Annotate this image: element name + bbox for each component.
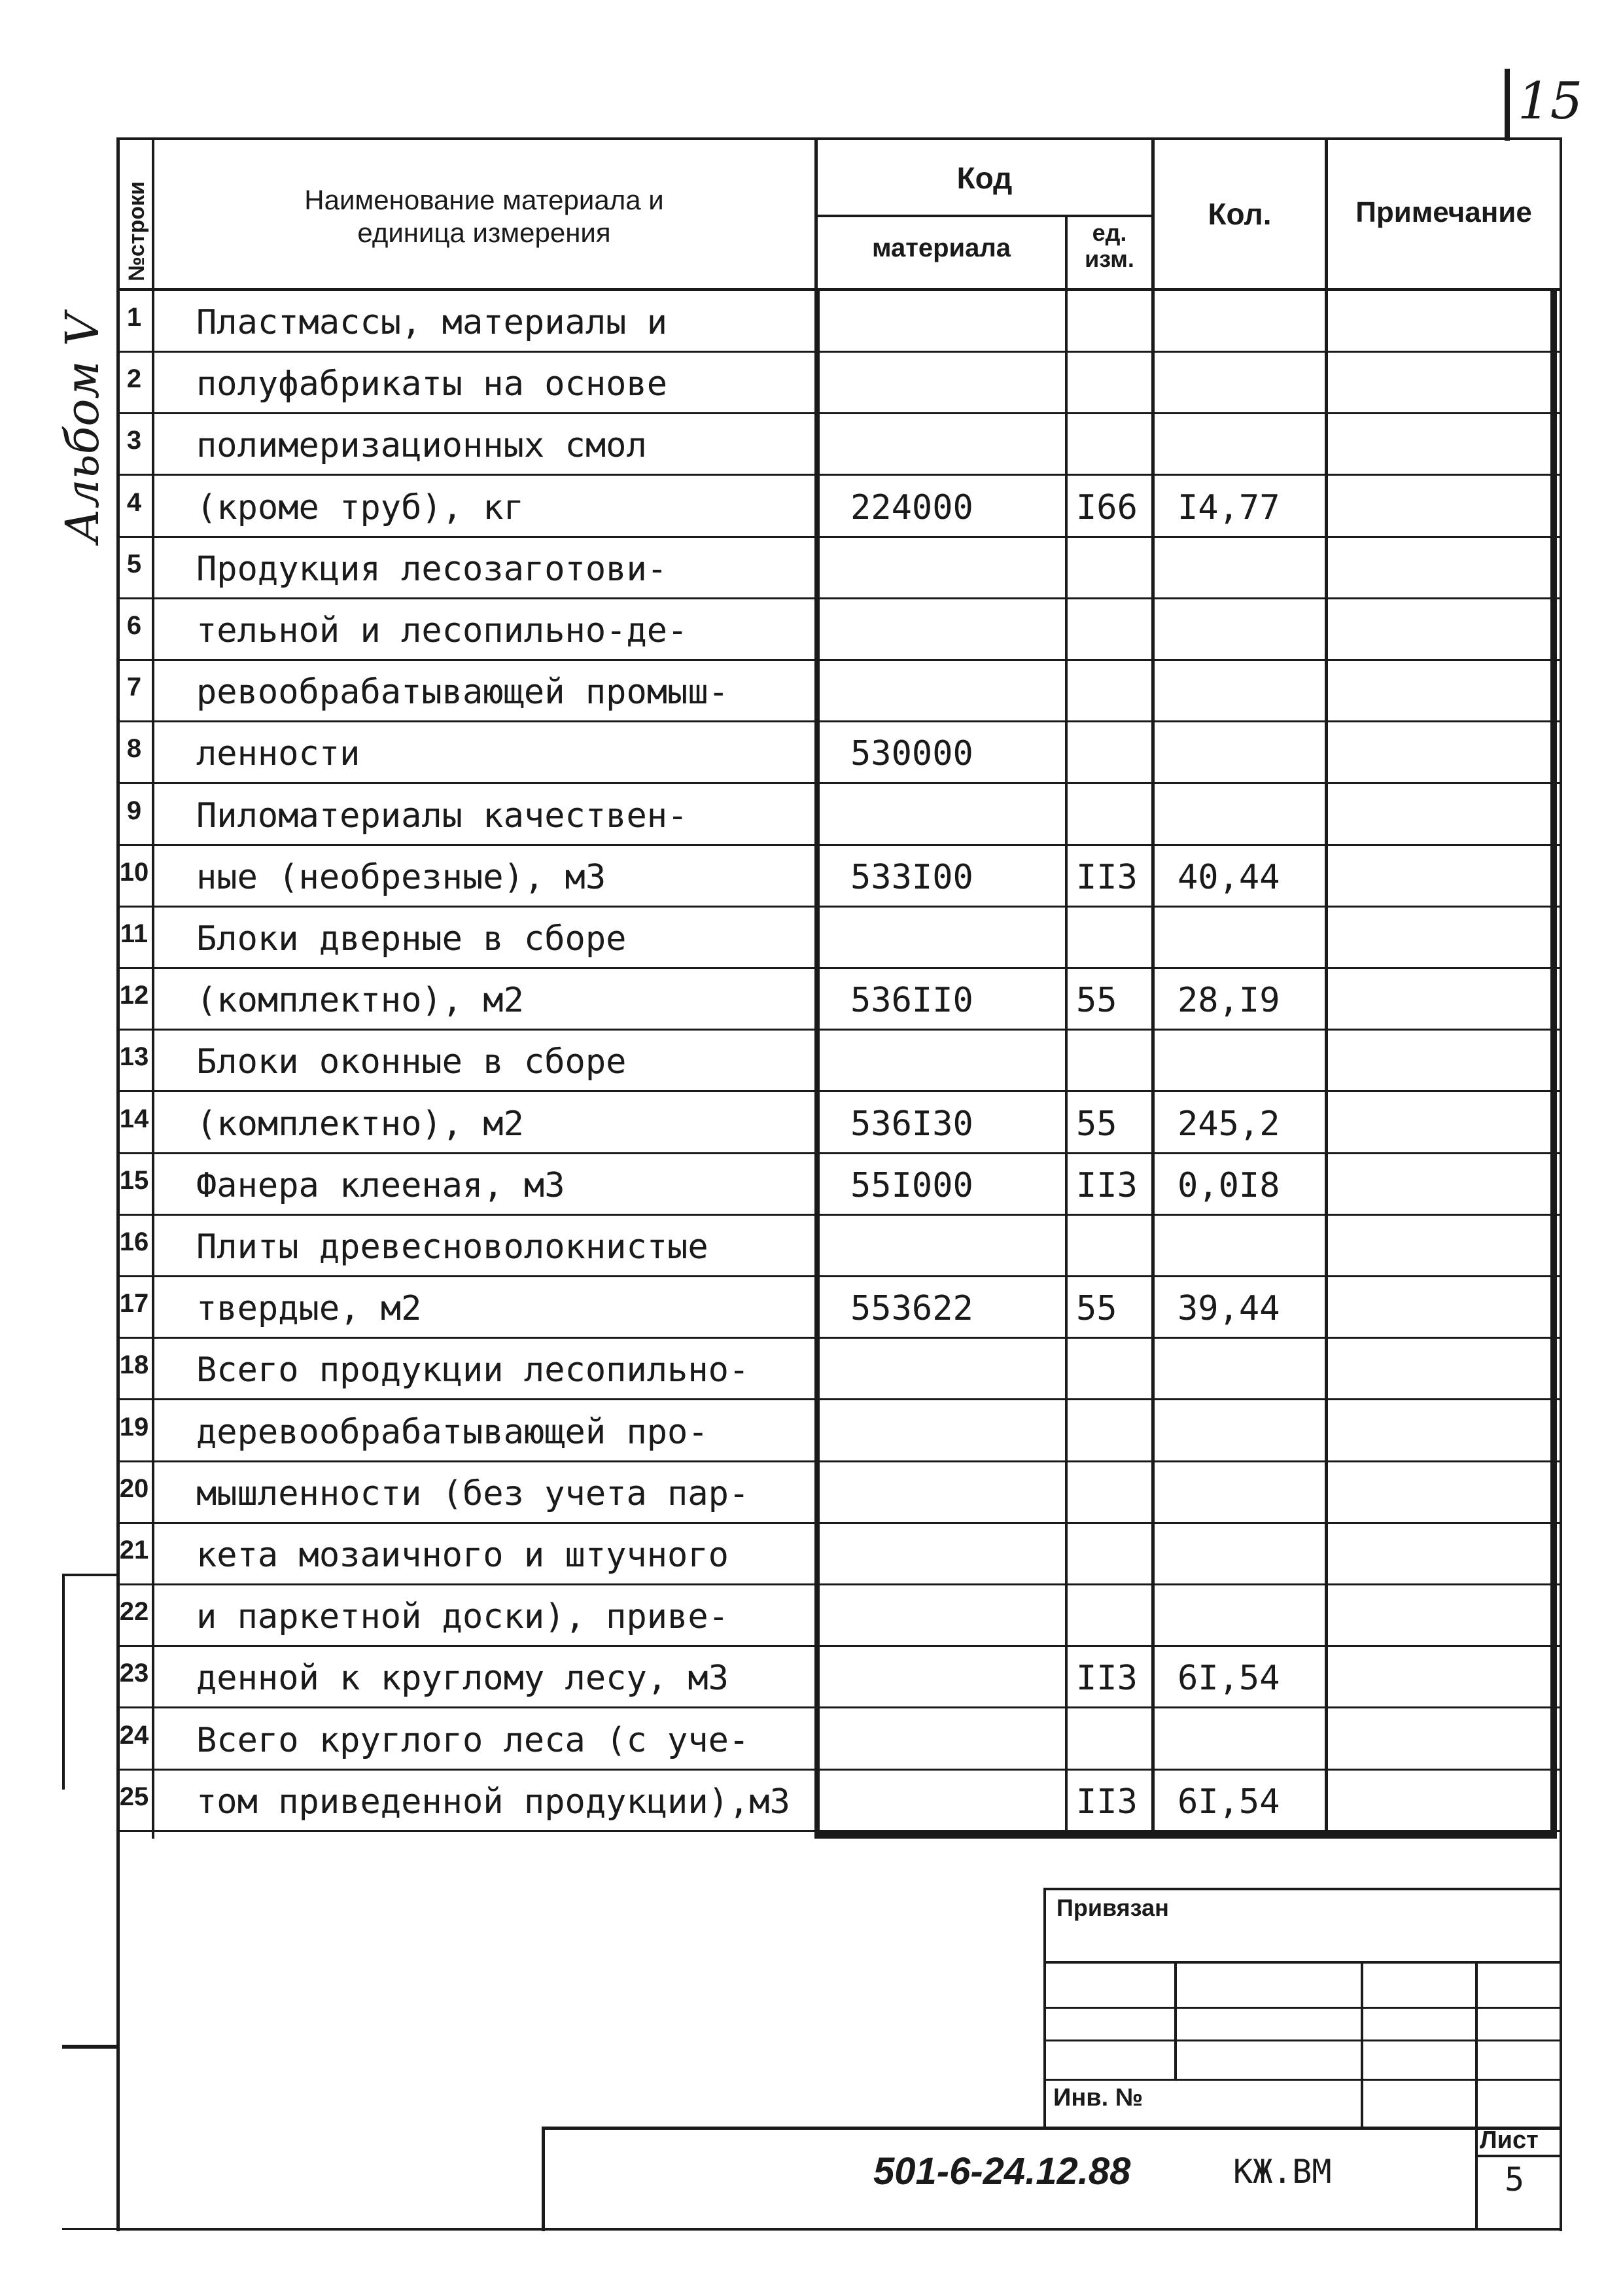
row-separator <box>116 659 1562 661</box>
page-number: 15 <box>1518 72 1583 131</box>
row-material-name: ные (необрезные), м3 <box>196 858 606 897</box>
row-separator <box>116 1029 1562 1031</box>
hdr-bottom <box>116 288 1562 291</box>
row-separator <box>116 1152 1562 1154</box>
row-number: 19 <box>119 1413 149 1441</box>
margin-mark-4 <box>62 2228 118 2230</box>
row-quantity: 6I,54 <box>1178 1782 1280 1822</box>
frame-top <box>116 137 1562 140</box>
row-material-code: 55I000 <box>850 1166 973 1205</box>
frame-bottom <box>116 2228 1562 2231</box>
row-separator <box>116 1090 1562 1092</box>
row-unit-code: II3 <box>1076 1659 1138 1698</box>
sheet-label: Лист <box>1480 2127 1539 2154</box>
header-note: Примечание <box>1355 196 1532 228</box>
row-material-code: 536I30 <box>850 1104 973 1144</box>
row-quantity: 28,I9 <box>1178 981 1280 1020</box>
row-number: 6 <box>126 611 142 640</box>
row-material-name: твердые, м2 <box>196 1289 422 1328</box>
stamp-vsep-2 <box>1361 1961 1363 2128</box>
row-quantity: 6I,54 <box>1178 1659 1280 1698</box>
row-separator <box>116 1460 1562 1462</box>
hdr-code-split <box>814 215 1153 217</box>
row-number: 20 <box>119 1474 149 1503</box>
stamp-inv-label: Инв. № <box>1053 2084 1143 2111</box>
header-name-line1: Наименование материала и <box>304 185 664 215</box>
row-unit-code: 55 <box>1076 1289 1117 1328</box>
stamp-line-4 <box>1043 2079 1562 2081</box>
row-unit-code: 55 <box>1076 1104 1117 1144</box>
row-number: 13 <box>119 1042 149 1071</box>
row-material-code: 553622 <box>850 1289 973 1328</box>
table-heavy-left <box>814 291 820 1835</box>
table-heavy-right <box>1550 291 1557 1835</box>
row-material-name: ленности <box>196 734 360 773</box>
row-separator <box>116 720 1562 722</box>
row-material-name: Блоки дверные в сборе <box>196 919 627 959</box>
row-separator <box>116 412 1562 414</box>
title-block-left <box>542 2127 545 2231</box>
row-separator <box>116 1337 1562 1339</box>
row-number: 14 <box>119 1104 149 1133</box>
row-material-name: Всего круглого леса (с уче- <box>196 1721 750 1760</box>
row-material-code: 533I00 <box>850 858 973 897</box>
row-separator <box>116 1275 1562 1277</box>
row-material-name: Плиты древесноволокнистые <box>196 1227 708 1267</box>
title-block-top <box>542 2127 1562 2130</box>
frame-right <box>1560 137 1562 2231</box>
row-unit-code: II3 <box>1076 1166 1138 1205</box>
row-material-name: Всего продукции лесопильно- <box>196 1351 750 1390</box>
stamp-line-1 <box>1043 1961 1562 1964</box>
header-code-unit-1: ед. <box>1092 219 1127 246</box>
row-material-code: 536II0 <box>850 981 973 1020</box>
row-number: 11 <box>120 919 148 948</box>
row-material-name: кета мозаичного и штучного <box>196 1536 729 1575</box>
stamp-line-3 <box>1043 2040 1562 2041</box>
row-number: 16 <box>119 1227 149 1256</box>
row-quantity: 40,44 <box>1178 858 1280 897</box>
row-separator <box>116 597 1562 599</box>
header-code: Код <box>956 161 1013 195</box>
row-number: 9 <box>126 796 142 825</box>
row-material-name: (комплектно), м2 <box>196 1104 524 1144</box>
row-material-name: полуфабрикаты на основе <box>196 364 668 404</box>
margin-mark-2 <box>62 1574 65 1790</box>
row-number: 8 <box>126 734 142 763</box>
title-block-sheet-sep <box>1475 2155 1562 2157</box>
row-material-name: денной к круглому лесу, м3 <box>196 1659 729 1698</box>
row-separator <box>116 351 1562 353</box>
row-number: 2 <box>126 364 142 393</box>
row-number: 18 <box>119 1351 149 1379</box>
stamp-top <box>1043 1888 1562 1890</box>
row-separator <box>116 1214 1562 1216</box>
row-material-name: Фанера клееная, м3 <box>196 1166 565 1205</box>
stamp-line-2 <box>1043 2007 1562 2009</box>
row-material-code: 224000 <box>850 488 973 527</box>
row-material-name: мышленности (без учета пар- <box>196 1474 750 1513</box>
row-separator <box>116 906 1562 908</box>
hdr-sep-mat <box>1065 216 1068 1839</box>
row-material-name: том приведенной продукции),м3 <box>196 1782 790 1822</box>
row-number: 22 <box>119 1597 149 1626</box>
row-number: 10 <box>119 858 149 887</box>
row-material-name: Продукция лесозаготови- <box>196 550 668 589</box>
row-material-name: тельной и лесопильно-де- <box>196 611 688 650</box>
row-number: 1 <box>126 303 142 332</box>
margin-mark-3 <box>62 2045 118 2049</box>
stamp-vsep-1 <box>1174 1961 1177 2079</box>
row-number: 5 <box>126 550 142 578</box>
row-separator <box>116 1830 1562 1832</box>
header-code-unit-2: изм. <box>1085 245 1134 272</box>
row-number: 15 <box>119 1166 149 1195</box>
header-code-material: материала <box>871 234 1011 262</box>
row-separator <box>116 1522 1562 1524</box>
side-album-label: Альбом V <box>56 313 109 543</box>
row-separator <box>116 536 1562 538</box>
row-number: 24 <box>119 1721 149 1750</box>
margin-mark-1 <box>62 1574 118 1576</box>
row-separator <box>116 1583 1562 1585</box>
row-unit-code: 55 <box>1076 981 1117 1020</box>
row-number: 12 <box>119 981 149 1010</box>
row-material-name: (кроме труб), кг <box>196 488 524 527</box>
row-quantity: 39,44 <box>1178 1289 1280 1328</box>
header-qty: Кол. <box>1208 197 1272 231</box>
row-separator <box>116 844 1562 846</box>
row-material-name: (комплектно), м2 <box>196 981 524 1020</box>
row-separator <box>116 1398 1562 1400</box>
row-material-name: Пиломатериалы качествен- <box>196 796 688 836</box>
row-separator <box>116 782 1562 784</box>
row-separator <box>116 1769 1562 1771</box>
row-quantity: I4,77 <box>1178 488 1280 527</box>
row-separator <box>116 1645 1562 1647</box>
sheet-number: 5 <box>1505 2161 1525 2199</box>
doc-code: КЖ.ВМ <box>1233 2153 1332 2191</box>
row-unit-code: I66 <box>1076 488 1138 527</box>
header-row-number: №строки <box>124 181 149 281</box>
row-number: 23 <box>119 1659 149 1687</box>
stamp-vsep-3 <box>1475 1961 1478 2229</box>
row-number: 4 <box>126 488 142 517</box>
row-quantity: 0,0I8 <box>1178 1166 1280 1205</box>
row-unit-code: II3 <box>1076 1782 1138 1822</box>
doc-number: 501-6-24.12.88 <box>873 2150 1131 2193</box>
row-material-name: Пластмассы, материалы и <box>196 303 668 342</box>
stamp-left <box>1043 1888 1046 2130</box>
row-material-name: деревообрабатывающей про- <box>196 1413 708 1452</box>
row-separator <box>116 1706 1562 1708</box>
page-number-bar <box>1505 69 1510 141</box>
row-unit-code: II3 <box>1076 858 1138 897</box>
row-separator <box>116 474 1562 476</box>
row-separator <box>116 967 1562 969</box>
row-material-name: Блоки оконные в сборе <box>196 1042 627 1082</box>
table-heavy-bottom <box>814 1832 1557 1839</box>
row-number: 21 <box>119 1536 149 1564</box>
stamp-attached-label: Привязан <box>1056 1894 1169 1921</box>
row-number: 7 <box>126 673 142 701</box>
row-quantity: 245,2 <box>1178 1104 1280 1144</box>
row-number: 17 <box>119 1289 149 1318</box>
header-name-line2: единица измерения <box>357 217 611 248</box>
row-material-name: и паркетной доски), приве- <box>196 1597 729 1636</box>
row-material-name: полимеризационных смол <box>196 426 647 465</box>
row-number: 25 <box>119 1782 149 1811</box>
row-material-code: 530000 <box>850 734 973 773</box>
row-number: 3 <box>126 426 142 455</box>
row-material-name: ревообрабатывающей промыш- <box>196 673 729 712</box>
